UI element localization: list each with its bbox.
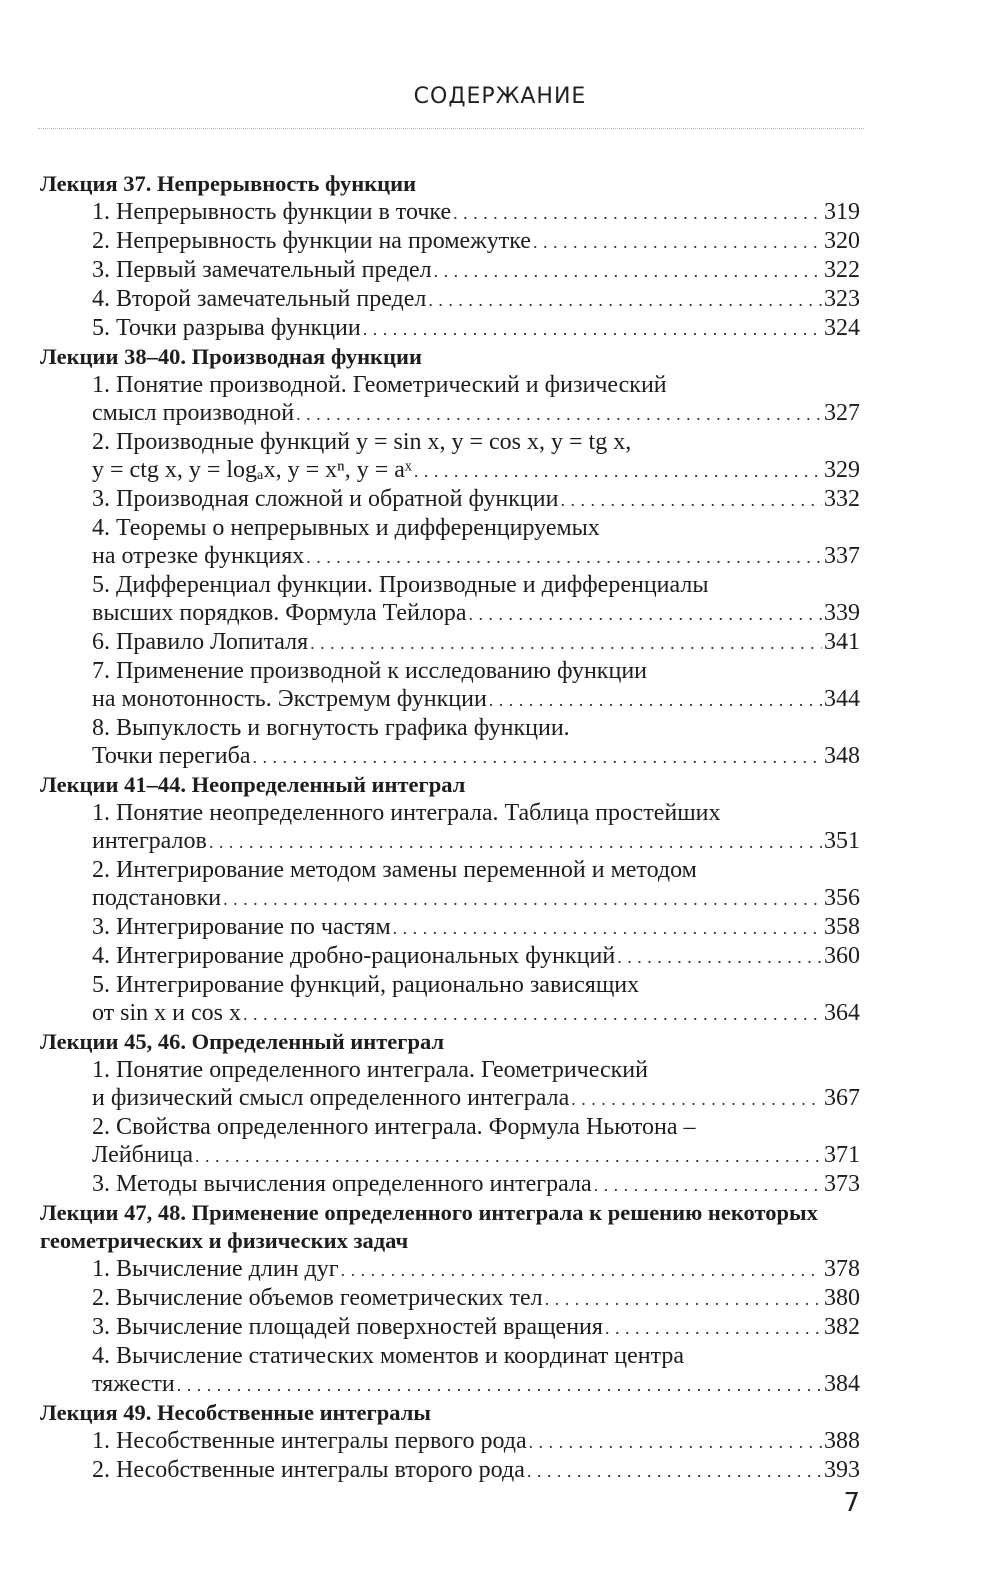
toc-entry-text: тяжести: [92, 1371, 175, 1397]
toc-entry-text: 1. Вычисление длин дуг: [92, 1256, 339, 1282]
toc-entry-text: 4. Интегрирование дробно-рациональных функций: [92, 943, 616, 969]
toc-entry[interactable]: [40, 913, 860, 942]
toc-page-number: 329: [824, 457, 860, 483]
toc-entry[interactable]: [40, 198, 860, 227]
table-of-contents: [40, 170, 860, 1485]
toc-entry[interactable]: [40, 1313, 860, 1342]
toc-entry[interactable]: [40, 1056, 860, 1113]
toc-page-number: 348: [824, 743, 860, 769]
toc-page-number: 384: [824, 1371, 860, 1397]
toc-entry[interactable]: [40, 371, 860, 428]
toc-entry-text: 7. Применение производной к исследованию функции: [92, 658, 647, 684]
toc-page-number: 319: [824, 199, 860, 225]
header-divider: [38, 128, 864, 129]
lecture-title[interactable]: Лекция 49. Несобственные интегралы: [40, 1400, 431, 1425]
toc-entry-text: 1. Несобственные интегралы первого рода: [92, 1428, 527, 1454]
dot-leader: [341, 1256, 822, 1284]
toc-page-number: 356: [824, 885, 860, 911]
dot-leader: [195, 1142, 822, 1170]
lecture-title[interactable]: Лекции 41–44. Неопределенный интеграл: [40, 772, 466, 797]
toc-page-number: 320: [824, 228, 860, 254]
toc-page-number: 367: [824, 1085, 860, 1111]
toc-page-number: 339: [824, 600, 860, 626]
toc-entry[interactable]: [40, 1113, 860, 1170]
toc-entry[interactable]: [40, 1342, 860, 1399]
toc-page-number: 327: [824, 400, 860, 426]
toc-entry-text: подстановки: [92, 885, 222, 911]
toc-entry[interactable]: [40, 971, 860, 1028]
lecture-title[interactable]: Лекции 38–40. Производная функции: [40, 344, 422, 369]
toc-entry[interactable]: [40, 1456, 860, 1485]
dot-leader: [177, 1371, 822, 1399]
toc-entry-text: 4. Второй замечательный предел: [92, 286, 427, 312]
page-title: СОДЕРЖАНИЕ: [413, 84, 587, 109]
dot-leader: [253, 743, 822, 771]
toc-entry[interactable]: [40, 799, 860, 856]
toc-entry-text: 5. Дифференциал функции. Производные и дифференциалы: [92, 572, 709, 598]
dot-leader: [310, 629, 822, 657]
toc-entry-text: Точки перегиба: [92, 743, 251, 769]
toc-entry-text: интегралов: [92, 828, 207, 854]
toc-entry[interactable]: [40, 714, 860, 771]
toc-entry-text: на монотонность. Экстремум функции: [92, 686, 487, 712]
toc-entry[interactable]: [40, 1427, 860, 1456]
toc-page-number: 371: [824, 1142, 860, 1168]
toc-page-number: 382: [824, 1314, 860, 1340]
dot-leader: [434, 257, 822, 285]
toc-entry[interactable]: [40, 428, 860, 485]
toc-entry-text: смысл производной: [92, 400, 295, 426]
toc-entry-text: 4. Теоремы о непрерывных и дифференцируемых: [92, 515, 600, 541]
dot-leader: [489, 686, 822, 714]
dot-leader: [393, 914, 822, 942]
toc-entry[interactable]: [40, 285, 860, 314]
dot-leader: [209, 828, 822, 856]
toc-page-number: 322: [824, 257, 860, 283]
toc-entry[interactable]: [40, 514, 860, 571]
lecture-title[interactable]: Лекция 37. Непрерывность функции: [40, 171, 417, 196]
dot-leader: [296, 400, 822, 428]
toc-entry-text: на отрезке функциях: [92, 543, 305, 569]
toc-entry[interactable]: [40, 571, 860, 628]
toc-entry-text: 3. Производная сложной и обратной функции: [92, 486, 559, 512]
dot-leader: [605, 1314, 822, 1342]
dot-leader: [545, 1285, 822, 1313]
toc-entry-text: 5. Интегрирование функций, рационально зависящих: [92, 972, 640, 998]
toc-entry-text: 2. Вычисление объемов геометрических тел: [92, 1285, 543, 1311]
toc-entry[interactable]: [40, 485, 860, 514]
toc-page-number: 360: [824, 943, 860, 969]
toc-entry-text: 3. Вычисление площадей поверхностей вращения: [92, 1314, 603, 1340]
toc-entry-text: и физический смысл определенного интеграла: [92, 1085, 570, 1111]
toc-entry[interactable]: [40, 314, 860, 343]
toc-entry-text: 3. Методы вычисления определенного интеграла: [92, 1171, 592, 1197]
toc-entry-text: 6. Правило Лопиталя: [92, 629, 309, 655]
toc-entry-text: Лейбница: [92, 1142, 194, 1168]
toc-entry-text: 2. Производные функций y = sin x, y = cos x, y = tg x,: [92, 429, 632, 455]
toc-page-number: 341: [824, 629, 860, 655]
toc-entry-text: 2. Свойства определенного интеграла. Формула Ньютона –: [92, 1114, 696, 1140]
toc-entry-text: 4. Вычисление статических моментов и координат центра: [92, 1343, 685, 1369]
dot-leader: [617, 943, 822, 971]
toc-page-number: 380: [824, 1285, 860, 1311]
dot-leader: [363, 315, 822, 343]
toc-page-number: 378: [824, 1256, 860, 1282]
dot-leader: [243, 1000, 822, 1028]
lecture-title[interactable]: Лекции 45, 46. Определенный интеграл: [40, 1029, 445, 1054]
toc-entry-text: 1. Непрерывность функции в точке: [92, 199, 452, 225]
toc-entry-text: высших порядков. Формула Тейлора: [92, 600, 467, 626]
toc-entry[interactable]: [40, 227, 860, 256]
dot-leader: [453, 199, 822, 227]
toc-entry[interactable]: [40, 856, 860, 913]
toc-entry-text: 1. Понятие неопределенного интеграла. Таблица простейших: [92, 800, 721, 826]
toc-page-number: 344: [824, 686, 860, 712]
toc-entry-text: 5. Точки разрыва функции: [92, 315, 361, 341]
page-number: 7: [843, 1488, 860, 1518]
dot-leader: [306, 543, 822, 571]
dot-leader: [414, 457, 822, 485]
toc-entry-text: y = ctg x, y = logₐx, y = xⁿ, y = aˣ: [92, 457, 412, 483]
toc-entry-text: 1. Понятие производной. Геометрический и физический: [92, 372, 667, 398]
toc-page-number: 332: [824, 486, 860, 512]
dot-leader: [571, 1085, 822, 1113]
toc-entry-text: от sin x и cos x: [92, 1000, 242, 1026]
toc-page-number: 388: [824, 1428, 860, 1454]
toc-page-number: 373: [824, 1171, 860, 1197]
toc-entry[interactable]: [40, 1170, 860, 1199]
toc-entry[interactable]: [40, 1255, 860, 1284]
toc-entry[interactable]: [40, 628, 860, 657]
dot-leader: [594, 1171, 822, 1199]
dot-leader: [533, 228, 822, 256]
toc-entry[interactable]: [40, 942, 860, 971]
toc-entry-text: 2. Несобственные интегралы второго рода: [92, 1457, 525, 1483]
dot-leader: [527, 1457, 822, 1485]
toc-entry-text: 8. Выпуклость и вогнутость графика функции.: [92, 715, 570, 741]
toc-page-number: 323: [824, 286, 860, 312]
toc-page-number: 337: [824, 543, 860, 569]
dot-leader: [529, 1428, 822, 1456]
toc-entry[interactable]: [40, 1284, 860, 1313]
lecture-title[interactable]: Лекции 47, 48. Применение определенного интеграла к решению некоторых геометрических и физических задач: [40, 1200, 818, 1253]
dot-leader: [223, 885, 822, 913]
toc-entry-text: 2. Интегрирование методом замены переменной и методом: [92, 857, 697, 883]
dot-leader: [469, 600, 822, 628]
toc-entry-text: 2. Непрерывность функции на промежутке: [92, 228, 531, 254]
toc-page-number: 364: [824, 1000, 860, 1026]
toc-entry[interactable]: [40, 256, 860, 285]
toc-entry-text: 1. Понятие определенного интеграла. Геометрический: [92, 1057, 648, 1083]
toc-entry[interactable]: [40, 657, 860, 714]
toc-page-number: 358: [824, 914, 860, 940]
toc-page-number: 324: [824, 315, 860, 341]
dot-leader: [428, 286, 822, 314]
toc-page-number: 351: [824, 828, 860, 854]
dot-leader: [560, 486, 822, 514]
toc-entry-text: 3. Первый замечательный предел: [92, 257, 432, 283]
toc-entry-text: 3. Интегрирование по частям: [92, 914, 391, 940]
toc-page-number: 393: [824, 1457, 860, 1483]
